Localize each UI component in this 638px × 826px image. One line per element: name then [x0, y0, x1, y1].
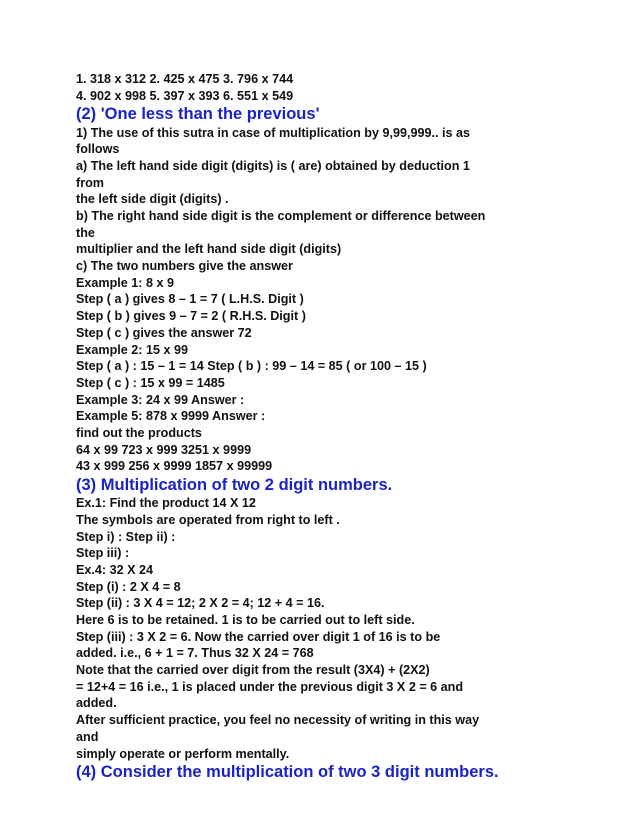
text-line: multiplier and the left hand side digit (digits): [76, 242, 342, 257]
text-line: the: [76, 225, 95, 240]
text-line: 43 x 999 256 x 9999 1857 x 99999: [76, 459, 273, 474]
text-line: the left side digit (digits) .: [76, 192, 229, 207]
text-line: Ex.1: Find the product 14 X 12: [76, 496, 256, 511]
text-line: = 12+4 = 16 i.e., 1 is placed under the previous digit 3 X 2 = 6 and: [76, 679, 464, 694]
text-line: added. i.e., 6 + 1 = 7. Thus 32 X 24 = 768: [76, 646, 314, 661]
section-heading: (4) Consider the multiplication of two 3 digit numbers.: [76, 763, 499, 782]
section-heading: (3) Multiplication of two 2 digit numbers.: [76, 476, 393, 494]
text-line: follows: [76, 142, 120, 157]
text-line: from: [76, 175, 104, 190]
text-line: After sufficient practice, you feel no necessity of writing in this way: [76, 713, 480, 728]
text-line: Example 2: 15 x 99: [76, 342, 189, 357]
text-line: Example 3: 24 x 99 Answer :: [76, 392, 245, 407]
text-line: and: [76, 729, 99, 744]
section-heading: (2) 'One less than the previous': [76, 105, 320, 124]
text-line: c) The two numbers give the answer: [76, 259, 293, 274]
text-line: simply operate or perform mentally.: [76, 746, 290, 761]
text-line: Example 5: 878 x 9999 Answer :: [76, 409, 266, 424]
text-line: Step ( c ) gives the answer 72: [76, 325, 252, 340]
text-line: Step iii) :: [76, 546, 130, 561]
text-line: Step ( b ) gives 9 – 7 = 2 ( R.H.S. Digit ): [76, 309, 306, 324]
text-line: 4. 902 x 998 5. 397 x 393 6. 551 x 549: [76, 88, 294, 103]
text-line: added.: [76, 696, 117, 711]
text-line: 64 x 99 723 x 999 3251 x 9999: [76, 442, 252, 457]
text-line: Step (ii) : 3 X 4 = 12; 2 X 2 = 4; 12 + 4 = 16.: [76, 596, 325, 611]
text-line: 1. 318 x 312 2. 425 x 475 3. 796 x 744: [76, 72, 294, 86]
text-line: a) The left hand side digit (digits) is ( are) obtained by deduction 1: [76, 158, 470, 173]
text-line: Step ( a ) : 15 – 1 = 14 Step ( b ) : 99 – 14 = 85 ( or 100 – 15 ): [76, 359, 427, 374]
text-line: Example 1: 8 x 9: [76, 275, 175, 290]
text-line: find out the products: [76, 425, 202, 440]
text-line: Step (i) : 2 X 4 = 8: [76, 579, 181, 594]
text-line: Step (iii) : 3 X 2 = 6. Now the carried over digit 1 of 16 is to be: [76, 629, 441, 644]
text-line: 1) The use of this sutra in case of multiplication by 9,99,999.. is as: [76, 125, 471, 140]
text-line: Step i) : Step ii) :: [76, 529, 176, 544]
text-line: Step ( a ) gives 8 – 1 = 7 ( L.H.S. Digit ): [76, 292, 304, 307]
document-page: [76, 71, 556, 782]
text-line: Ex.4: 32 X 24: [76, 562, 154, 577]
text-line: Here 6 is to be retained. 1 is to be carried out to left side.: [76, 613, 415, 627]
text-line: The symbols are operated from right to left .: [76, 512, 340, 527]
text-line: b) The right hand side digit is the complement or difference between: [76, 209, 486, 223]
text-line: Step ( c ) : 15 x 99 = 1485: [76, 375, 225, 390]
text-line: Note that the carried over digit from the result (3X4) + (2X2): [76, 663, 430, 678]
